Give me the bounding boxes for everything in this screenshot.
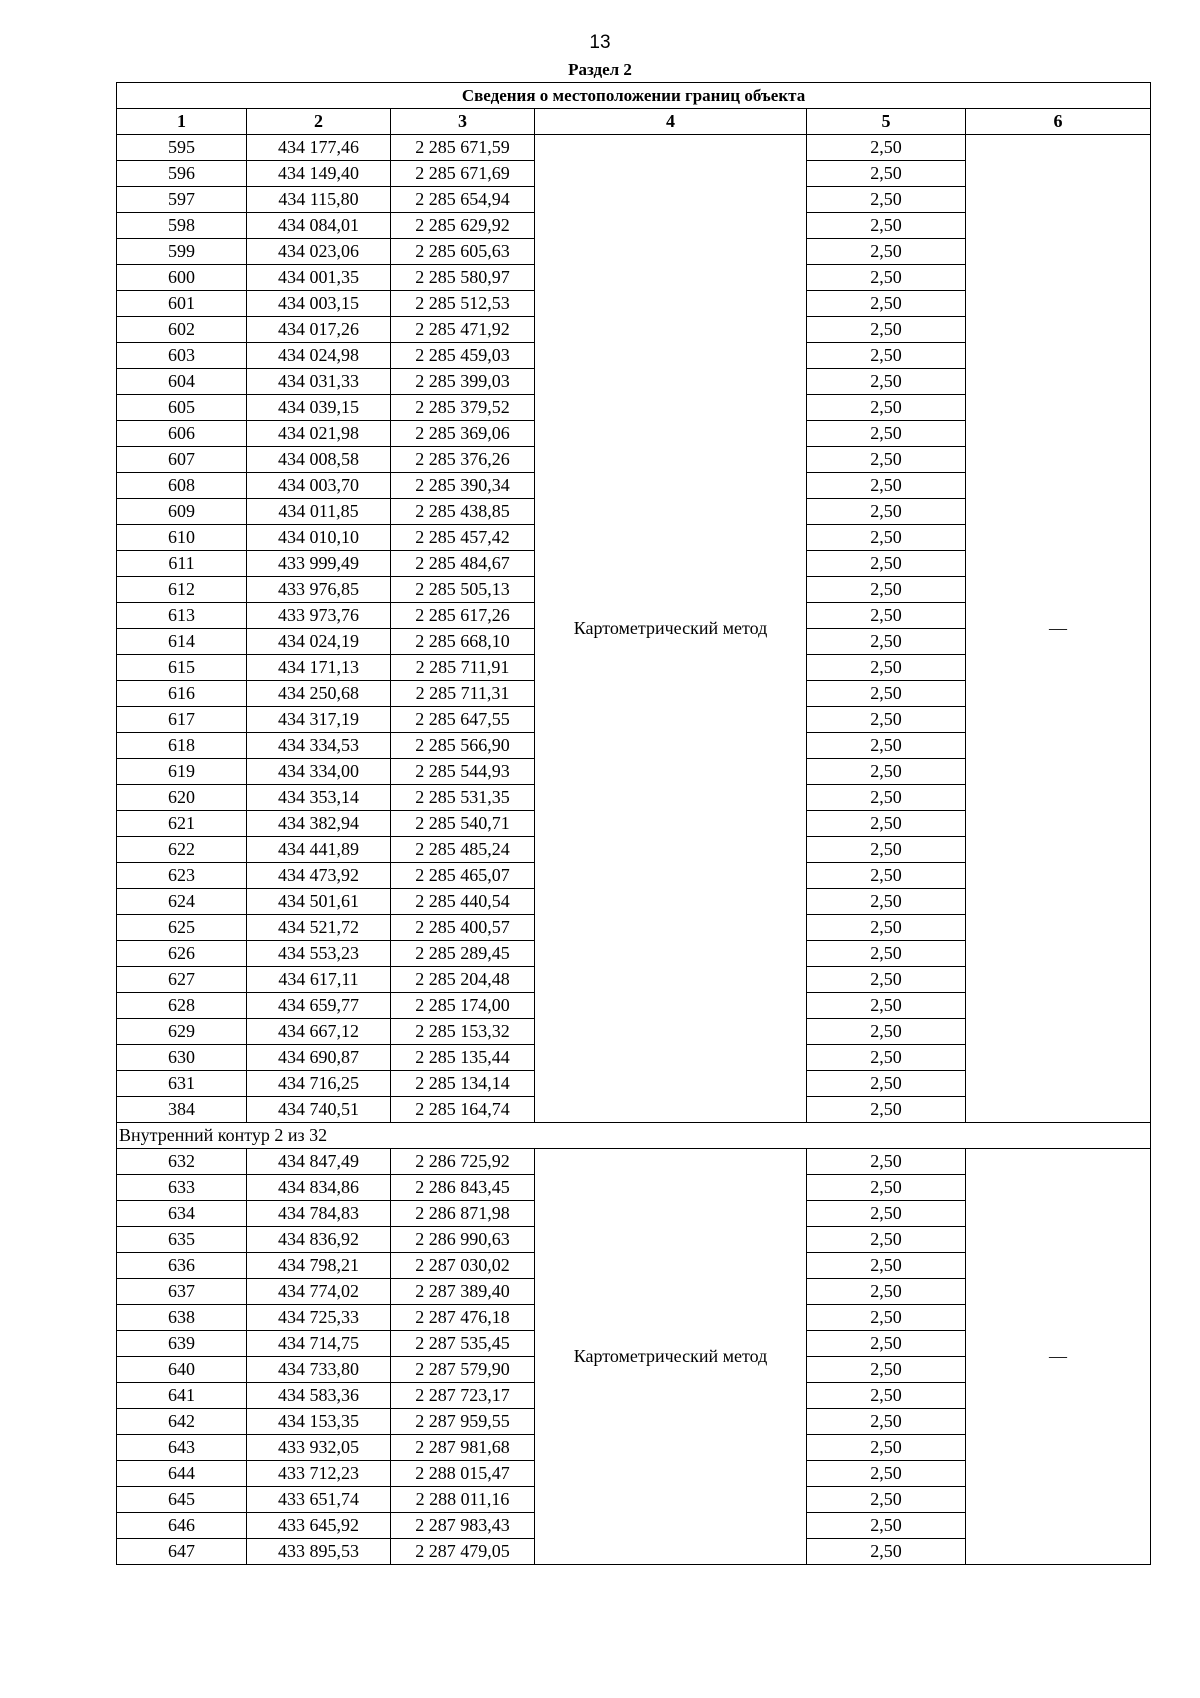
accuracy-cell: 2,50 bbox=[807, 1357, 966, 1383]
x-coordinate-cell: 434 334,53 bbox=[247, 733, 391, 759]
accuracy-cell: 2,50 bbox=[807, 1539, 966, 1565]
y-coordinate-cell: 2 285 376,26 bbox=[391, 447, 535, 473]
accuracy-cell: 2,50 bbox=[807, 291, 966, 317]
accuracy-cell: 2,50 bbox=[807, 187, 966, 213]
accuracy-cell: 2,50 bbox=[807, 499, 966, 525]
y-coordinate-cell: 2 285 289,45 bbox=[391, 941, 535, 967]
accuracy-cell: 2,50 bbox=[807, 733, 966, 759]
x-coordinate-cell: 434 003,70 bbox=[247, 473, 391, 499]
y-coordinate-cell: 2 285 566,90 bbox=[391, 733, 535, 759]
x-coordinate-cell: 434 834,86 bbox=[247, 1175, 391, 1201]
point-number-cell: 623 bbox=[117, 863, 247, 889]
point-number-cell: 606 bbox=[117, 421, 247, 447]
point-number-cell: 601 bbox=[117, 291, 247, 317]
point-number-cell: 643 bbox=[117, 1435, 247, 1461]
accuracy-cell: 2,50 bbox=[807, 967, 966, 993]
accuracy-cell: 2,50 bbox=[807, 811, 966, 837]
x-coordinate-cell: 434 583,36 bbox=[247, 1383, 391, 1409]
x-coordinate-cell: 434 740,51 bbox=[247, 1097, 391, 1123]
x-coordinate-cell: 434 847,49 bbox=[247, 1149, 391, 1175]
x-coordinate-cell: 433 645,92 bbox=[247, 1513, 391, 1539]
y-coordinate-cell: 2 285 390,34 bbox=[391, 473, 535, 499]
y-coordinate-cell: 2 285 465,07 bbox=[391, 863, 535, 889]
accuracy-cell: 2,50 bbox=[807, 1513, 966, 1539]
method-cell: Картометрический метод bbox=[535, 135, 807, 1123]
y-coordinate-cell: 2 288 015,47 bbox=[391, 1461, 535, 1487]
x-coordinate-cell: 434 021,98 bbox=[247, 421, 391, 447]
y-coordinate-cell: 2 285 654,94 bbox=[391, 187, 535, 213]
x-coordinate-cell: 434 039,15 bbox=[247, 395, 391, 421]
accuracy-cell: 2,50 bbox=[807, 447, 966, 473]
point-number-cell: 599 bbox=[117, 239, 247, 265]
description-cell: — bbox=[966, 1149, 1151, 1565]
x-coordinate-cell: 434 836,92 bbox=[247, 1227, 391, 1253]
accuracy-cell: 2,50 bbox=[807, 369, 966, 395]
accuracy-cell: 2,50 bbox=[807, 1019, 966, 1045]
x-coordinate-cell: 433 932,05 bbox=[247, 1435, 391, 1461]
x-coordinate-cell: 434 003,15 bbox=[247, 291, 391, 317]
point-number-cell: 642 bbox=[117, 1409, 247, 1435]
x-coordinate-cell: 433 999,49 bbox=[247, 551, 391, 577]
x-coordinate-cell: 434 690,87 bbox=[247, 1045, 391, 1071]
y-coordinate-cell: 2 285 671,69 bbox=[391, 161, 535, 187]
y-coordinate-cell: 2 287 476,18 bbox=[391, 1305, 535, 1331]
table-body bbox=[117, 135, 1151, 1565]
accuracy-cell: 2,50 bbox=[807, 343, 966, 369]
y-coordinate-cell: 2 285 629,92 bbox=[391, 213, 535, 239]
accuracy-cell: 2,50 bbox=[807, 603, 966, 629]
accuracy-cell: 2,50 bbox=[807, 395, 966, 421]
y-coordinate-cell: 2 287 389,40 bbox=[391, 1279, 535, 1305]
point-number-cell: 647 bbox=[117, 1539, 247, 1565]
point-number-cell: 614 bbox=[117, 629, 247, 655]
accuracy-cell: 2,50 bbox=[807, 473, 966, 499]
x-coordinate-cell: 434 024,98 bbox=[247, 343, 391, 369]
y-coordinate-cell: 2 287 983,43 bbox=[391, 1513, 535, 1539]
x-coordinate-cell: 434 353,14 bbox=[247, 785, 391, 811]
x-coordinate-cell: 433 895,53 bbox=[247, 1539, 391, 1565]
y-coordinate-cell: 2 285 580,97 bbox=[391, 265, 535, 291]
accuracy-cell: 2,50 bbox=[807, 629, 966, 655]
point-number-cell: 608 bbox=[117, 473, 247, 499]
accuracy-cell: 2,50 bbox=[807, 551, 966, 577]
point-number-cell: 618 bbox=[117, 733, 247, 759]
point-number-cell: 611 bbox=[117, 551, 247, 577]
accuracy-cell: 2,50 bbox=[807, 577, 966, 603]
table-row bbox=[117, 1149, 1151, 1175]
y-coordinate-cell: 2 287 535,45 bbox=[391, 1331, 535, 1357]
column-header: 3 bbox=[391, 109, 535, 135]
accuracy-cell: 2,50 bbox=[807, 135, 966, 161]
x-coordinate-cell: 433 976,85 bbox=[247, 577, 391, 603]
description-cell: — bbox=[966, 135, 1151, 1123]
accuracy-cell: 2,50 bbox=[807, 1461, 966, 1487]
point-number-cell: 633 bbox=[117, 1175, 247, 1201]
y-coordinate-cell: 2 286 990,63 bbox=[391, 1227, 535, 1253]
accuracy-cell: 2,50 bbox=[807, 941, 966, 967]
x-coordinate-cell: 434 382,94 bbox=[247, 811, 391, 837]
boundary-coordinates-table bbox=[116, 82, 1151, 1565]
x-coordinate-cell: 434 017,26 bbox=[247, 317, 391, 343]
y-coordinate-cell: 2 285 617,26 bbox=[391, 603, 535, 629]
point-number-cell: 646 bbox=[117, 1513, 247, 1539]
point-number-cell: 603 bbox=[117, 343, 247, 369]
x-coordinate-cell: 434 010,10 bbox=[247, 525, 391, 551]
x-coordinate-cell: 434 473,92 bbox=[247, 863, 391, 889]
point-number-cell: 630 bbox=[117, 1045, 247, 1071]
point-number-cell: 620 bbox=[117, 785, 247, 811]
y-coordinate-cell: 2 285 505,13 bbox=[391, 577, 535, 603]
accuracy-cell: 2,50 bbox=[807, 1201, 966, 1227]
x-coordinate-cell: 434 441,89 bbox=[247, 837, 391, 863]
point-number-cell: 645 bbox=[117, 1487, 247, 1513]
y-coordinate-cell: 2 287 030,02 bbox=[391, 1253, 535, 1279]
point-number-cell: 636 bbox=[117, 1253, 247, 1279]
y-coordinate-cell: 2 285 459,03 bbox=[391, 343, 535, 369]
section-title: Раздел 2 bbox=[568, 60, 632, 79]
point-number-cell: 635 bbox=[117, 1227, 247, 1253]
x-coordinate-cell: 434 714,75 bbox=[247, 1331, 391, 1357]
accuracy-cell: 2,50 bbox=[807, 1305, 966, 1331]
y-coordinate-cell: 2 285 531,35 bbox=[391, 785, 535, 811]
table-row bbox=[117, 135, 1151, 161]
y-coordinate-cell: 2 287 723,17 bbox=[391, 1383, 535, 1409]
x-coordinate-cell: 434 501,61 bbox=[247, 889, 391, 915]
x-coordinate-cell: 434 798,21 bbox=[247, 1253, 391, 1279]
accuracy-cell: 2,50 bbox=[807, 1409, 966, 1435]
y-coordinate-cell: 2 285 134,14 bbox=[391, 1071, 535, 1097]
x-coordinate-cell: 434 171,13 bbox=[247, 655, 391, 681]
point-number-cell: 616 bbox=[117, 681, 247, 707]
point-number-cell: 384 bbox=[117, 1097, 247, 1123]
y-coordinate-cell: 2 285 544,93 bbox=[391, 759, 535, 785]
y-coordinate-cell: 2 285 457,42 bbox=[391, 525, 535, 551]
point-number-cell: 609 bbox=[117, 499, 247, 525]
x-coordinate-cell: 434 733,80 bbox=[247, 1357, 391, 1383]
accuracy-cell: 2,50 bbox=[807, 1487, 966, 1513]
x-coordinate-cell: 434 177,46 bbox=[247, 135, 391, 161]
x-coordinate-cell: 434 031,33 bbox=[247, 369, 391, 395]
y-coordinate-cell: 2 285 668,10 bbox=[391, 629, 535, 655]
accuracy-cell: 2,50 bbox=[807, 1175, 966, 1201]
column-header: 6 bbox=[966, 109, 1151, 135]
accuracy-cell: 2,50 bbox=[807, 915, 966, 941]
point-number-cell: 644 bbox=[117, 1461, 247, 1487]
x-coordinate-cell: 434 659,77 bbox=[247, 993, 391, 1019]
y-coordinate-cell: 2 287 479,05 bbox=[391, 1539, 535, 1565]
accuracy-cell: 2,50 bbox=[807, 213, 966, 239]
accuracy-cell: 2,50 bbox=[807, 525, 966, 551]
column-header-row bbox=[117, 109, 1151, 135]
y-coordinate-cell: 2 285 379,52 bbox=[391, 395, 535, 421]
x-coordinate-cell: 434 024,19 bbox=[247, 629, 391, 655]
contour-label: Внутренний контур 2 из 32 bbox=[117, 1123, 1151, 1149]
y-coordinate-cell: 2 285 711,31 bbox=[391, 681, 535, 707]
y-coordinate-cell: 2 285 174,00 bbox=[391, 993, 535, 1019]
accuracy-cell: 2,50 bbox=[807, 161, 966, 187]
accuracy-cell: 2,50 bbox=[807, 1253, 966, 1279]
y-coordinate-cell: 2 286 725,92 bbox=[391, 1149, 535, 1175]
column-header: 5 bbox=[807, 109, 966, 135]
x-coordinate-cell: 434 084,01 bbox=[247, 213, 391, 239]
point-number-cell: 598 bbox=[117, 213, 247, 239]
x-coordinate-cell: 434 008,58 bbox=[247, 447, 391, 473]
y-coordinate-cell: 2 285 711,91 bbox=[391, 655, 535, 681]
x-coordinate-cell: 433 973,76 bbox=[247, 603, 391, 629]
point-number-cell: 604 bbox=[117, 369, 247, 395]
page-number: 13 bbox=[589, 32, 611, 53]
x-coordinate-cell: 434 521,72 bbox=[247, 915, 391, 941]
accuracy-cell: 2,50 bbox=[807, 1045, 966, 1071]
y-coordinate-cell: 2 285 512,53 bbox=[391, 291, 535, 317]
x-coordinate-cell: 434 716,25 bbox=[247, 1071, 391, 1097]
y-coordinate-cell: 2 285 540,71 bbox=[391, 811, 535, 837]
accuracy-cell: 2,50 bbox=[807, 1071, 966, 1097]
point-number-cell: 597 bbox=[117, 187, 247, 213]
accuracy-cell: 2,50 bbox=[807, 863, 966, 889]
y-coordinate-cell: 2 288 011,16 bbox=[391, 1487, 535, 1513]
x-coordinate-cell: 434 001,35 bbox=[247, 265, 391, 291]
x-coordinate-cell: 434 334,00 bbox=[247, 759, 391, 785]
y-coordinate-cell: 2 287 959,55 bbox=[391, 1409, 535, 1435]
accuracy-cell: 2,50 bbox=[807, 837, 966, 863]
point-number-cell: 631 bbox=[117, 1071, 247, 1097]
y-coordinate-cell: 2 285 204,48 bbox=[391, 967, 535, 993]
x-coordinate-cell: 434 784,83 bbox=[247, 1201, 391, 1227]
column-header: 2 bbox=[247, 109, 391, 135]
y-coordinate-cell: 2 285 153,32 bbox=[391, 1019, 535, 1045]
x-coordinate-cell: 434 115,80 bbox=[247, 187, 391, 213]
accuracy-cell: 2,50 bbox=[807, 1097, 966, 1123]
point-number-cell: 632 bbox=[117, 1149, 247, 1175]
accuracy-cell: 2,50 bbox=[807, 1331, 966, 1357]
point-number-cell: 619 bbox=[117, 759, 247, 785]
x-coordinate-cell: 434 667,12 bbox=[247, 1019, 391, 1045]
point-number-cell: 613 bbox=[117, 603, 247, 629]
point-number-cell: 622 bbox=[117, 837, 247, 863]
point-number-cell: 615 bbox=[117, 655, 247, 681]
point-number-cell: 638 bbox=[117, 1305, 247, 1331]
y-coordinate-cell: 2 287 579,90 bbox=[391, 1357, 535, 1383]
point-number-cell: 610 bbox=[117, 525, 247, 551]
contour-label-row bbox=[117, 1123, 1151, 1149]
point-number-cell: 605 bbox=[117, 395, 247, 421]
accuracy-cell: 2,50 bbox=[807, 889, 966, 915]
accuracy-cell: 2,50 bbox=[807, 993, 966, 1019]
x-coordinate-cell: 434 153,35 bbox=[247, 1409, 391, 1435]
point-number-cell: 602 bbox=[117, 317, 247, 343]
column-header: 1 bbox=[117, 109, 247, 135]
point-number-cell: 625 bbox=[117, 915, 247, 941]
accuracy-cell: 2,50 bbox=[807, 655, 966, 681]
y-coordinate-cell: 2 285 400,57 bbox=[391, 915, 535, 941]
point-number-cell: 641 bbox=[117, 1383, 247, 1409]
point-number-cell: 595 bbox=[117, 135, 247, 161]
x-coordinate-cell: 433 651,74 bbox=[247, 1487, 391, 1513]
accuracy-cell: 2,50 bbox=[807, 681, 966, 707]
accuracy-cell: 2,50 bbox=[807, 1227, 966, 1253]
y-coordinate-cell: 2 287 981,68 bbox=[391, 1435, 535, 1461]
point-number-cell: 628 bbox=[117, 993, 247, 1019]
y-coordinate-cell: 2 285 485,24 bbox=[391, 837, 535, 863]
y-coordinate-cell: 2 285 484,67 bbox=[391, 551, 535, 577]
accuracy-cell: 2,50 bbox=[807, 317, 966, 343]
point-number-cell: 600 bbox=[117, 265, 247, 291]
x-coordinate-cell: 434 149,40 bbox=[247, 161, 391, 187]
point-number-cell: 612 bbox=[117, 577, 247, 603]
y-coordinate-cell: 2 285 471,92 bbox=[391, 317, 535, 343]
point-number-cell: 596 bbox=[117, 161, 247, 187]
point-number-cell: 626 bbox=[117, 941, 247, 967]
method-cell: Картометрический метод bbox=[535, 1149, 807, 1565]
y-coordinate-cell: 2 285 438,85 bbox=[391, 499, 535, 525]
point-number-cell: 637 bbox=[117, 1279, 247, 1305]
accuracy-cell: 2,50 bbox=[807, 421, 966, 447]
y-coordinate-cell: 2 285 369,06 bbox=[391, 421, 535, 447]
point-number-cell: 629 bbox=[117, 1019, 247, 1045]
y-coordinate-cell: 2 285 440,54 bbox=[391, 889, 535, 915]
y-coordinate-cell: 2 285 671,59 bbox=[391, 135, 535, 161]
accuracy-cell: 2,50 bbox=[807, 785, 966, 811]
y-coordinate-cell: 2 285 399,03 bbox=[391, 369, 535, 395]
x-coordinate-cell: 433 712,23 bbox=[247, 1461, 391, 1487]
x-coordinate-cell: 434 553,23 bbox=[247, 941, 391, 967]
point-number-cell: 624 bbox=[117, 889, 247, 915]
accuracy-cell: 2,50 bbox=[807, 239, 966, 265]
point-number-cell: 607 bbox=[117, 447, 247, 473]
x-coordinate-cell: 434 317,19 bbox=[247, 707, 391, 733]
y-coordinate-cell: 2 285 164,74 bbox=[391, 1097, 535, 1123]
y-coordinate-cell: 2 285 647,55 bbox=[391, 707, 535, 733]
accuracy-cell: 2,50 bbox=[807, 759, 966, 785]
point-number-cell: 617 bbox=[117, 707, 247, 733]
accuracy-cell: 2,50 bbox=[807, 1279, 966, 1305]
accuracy-cell: 2,50 bbox=[807, 707, 966, 733]
y-coordinate-cell: 2 285 135,44 bbox=[391, 1045, 535, 1071]
table-caption: Сведения о местоположении границ объекта bbox=[117, 83, 1151, 109]
x-coordinate-cell: 434 617,11 bbox=[247, 967, 391, 993]
point-number-cell: 639 bbox=[117, 1331, 247, 1357]
accuracy-cell: 2,50 bbox=[807, 1149, 966, 1175]
point-number-cell: 627 bbox=[117, 967, 247, 993]
accuracy-cell: 2,50 bbox=[807, 265, 966, 291]
point-number-cell: 621 bbox=[117, 811, 247, 837]
x-coordinate-cell: 434 774,02 bbox=[247, 1279, 391, 1305]
y-coordinate-cell: 2 285 605,63 bbox=[391, 239, 535, 265]
y-coordinate-cell: 2 286 871,98 bbox=[391, 1201, 535, 1227]
x-coordinate-cell: 434 011,85 bbox=[247, 499, 391, 525]
y-coordinate-cell: 2 286 843,45 bbox=[391, 1175, 535, 1201]
accuracy-cell: 2,50 bbox=[807, 1383, 966, 1409]
accuracy-cell: 2,50 bbox=[807, 1435, 966, 1461]
x-coordinate-cell: 434 250,68 bbox=[247, 681, 391, 707]
column-header: 4 bbox=[535, 109, 807, 135]
x-coordinate-cell: 434 023,06 bbox=[247, 239, 391, 265]
point-number-cell: 634 bbox=[117, 1201, 247, 1227]
point-number-cell: 640 bbox=[117, 1357, 247, 1383]
x-coordinate-cell: 434 725,33 bbox=[247, 1305, 391, 1331]
